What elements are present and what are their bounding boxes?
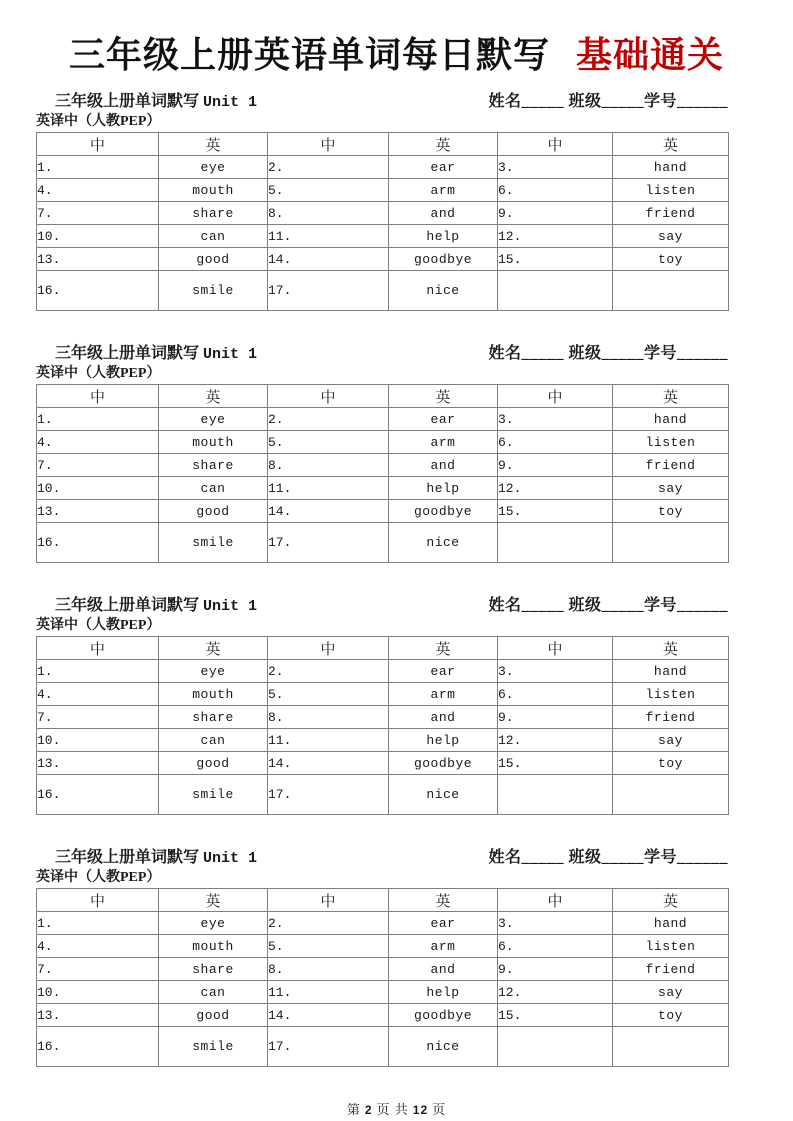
- word-cell: listen: [613, 431, 729, 454]
- table-row: [37, 408, 729, 431]
- word-cell: friend: [613, 454, 729, 477]
- unit-label: Unit 1: [203, 850, 258, 867]
- word-cell: good: [159, 752, 268, 775]
- column-header: 英: [613, 385, 729, 408]
- name-class-id-line: 姓名_____ 班级_____学号______: [488, 849, 728, 866]
- unit-label: Unit 1: [203, 94, 258, 111]
- footer-label: 第: [346, 1102, 361, 1117]
- total-pages: 12: [412, 1103, 429, 1117]
- section-header: [36, 847, 728, 869]
- number-cell: 10.: [37, 225, 159, 248]
- word-cell: share: [159, 454, 268, 477]
- word-cell: hand: [613, 912, 729, 935]
- word-table: [36, 132, 729, 311]
- word-cell: say: [613, 981, 729, 1004]
- number-cell: [498, 1027, 613, 1067]
- column-header: 英: [613, 889, 729, 912]
- number-cell: 9.: [498, 454, 613, 477]
- number-cell: 17.: [268, 271, 389, 311]
- number-cell: [498, 271, 613, 311]
- number-cell: 13.: [37, 500, 159, 523]
- section-title-cn: 三年级上册单词默写: [55, 597, 200, 614]
- number-cell: 7.: [37, 202, 159, 225]
- section-header: [36, 595, 728, 617]
- word-cell: nice: [389, 523, 498, 563]
- header-row: [37, 889, 729, 912]
- column-header: 中: [37, 889, 159, 912]
- table-row: [37, 729, 729, 752]
- document-title: [0, 33, 793, 77]
- number-cell: 5.: [268, 179, 389, 202]
- column-header: 英: [159, 133, 268, 156]
- word-cell: mouth: [159, 683, 268, 706]
- column-header: 英: [389, 637, 498, 660]
- section-title: [55, 343, 257, 366]
- table-row: [37, 271, 729, 311]
- column-header: 中: [268, 637, 389, 660]
- table-row: [37, 775, 729, 815]
- number-cell: 12.: [498, 477, 613, 500]
- number-cell: [498, 775, 613, 815]
- column-header: 中: [498, 889, 613, 912]
- number-cell: 15.: [498, 752, 613, 775]
- table-row: [37, 981, 729, 1004]
- table-row: [37, 500, 729, 523]
- word-cell: hand: [613, 660, 729, 683]
- column-header: 英: [389, 385, 498, 408]
- title-badge: 基础通关: [576, 35, 725, 75]
- number-cell: 1.: [37, 660, 159, 683]
- number-cell: 15.: [498, 248, 613, 271]
- column-header: 英: [159, 889, 268, 912]
- number-cell: 14.: [268, 1004, 389, 1027]
- word-cell: nice: [389, 775, 498, 815]
- footer-label: 页: [432, 1102, 447, 1117]
- number-cell: 6.: [498, 431, 613, 454]
- table-row: [37, 431, 729, 454]
- word-cell: listen: [613, 179, 729, 202]
- name-class-id-line: 姓名_____ 班级_____学号______: [488, 93, 728, 110]
- word-cell: arm: [389, 431, 498, 454]
- word-cell: ear: [389, 660, 498, 683]
- number-cell: 13.: [37, 248, 159, 271]
- word-cell: good: [159, 1004, 268, 1027]
- word-cell: toy: [613, 500, 729, 523]
- section-title: [55, 91, 257, 114]
- table-row: [37, 660, 729, 683]
- section-title: [55, 847, 257, 870]
- word-cell: ear: [389, 912, 498, 935]
- word-cell: and: [389, 454, 498, 477]
- word-cell: toy: [613, 1004, 729, 1027]
- table-row: [37, 248, 729, 271]
- page-footer: [0, 1099, 793, 1118]
- table-row: [37, 683, 729, 706]
- word-cell: ear: [389, 156, 498, 179]
- word-cell: listen: [613, 683, 729, 706]
- number-cell: 6.: [498, 179, 613, 202]
- word-cell: eye: [159, 912, 268, 935]
- number-cell: 1.: [37, 156, 159, 179]
- number-cell: 15.: [498, 500, 613, 523]
- number-cell: 6.: [498, 683, 613, 706]
- number-cell: 9.: [498, 706, 613, 729]
- number-cell: [498, 523, 613, 563]
- word-cell: help: [389, 981, 498, 1004]
- word-cell: hand: [613, 408, 729, 431]
- section-subtitle: 英译中（人教PEP）: [36, 618, 161, 633]
- word-cell: [613, 523, 729, 563]
- dictation-section: [36, 595, 728, 815]
- word-cell: help: [389, 225, 498, 248]
- number-cell: 9.: [498, 958, 613, 981]
- number-cell: 3.: [498, 912, 613, 935]
- word-cell: mouth: [159, 179, 268, 202]
- number-cell: 15.: [498, 1004, 613, 1027]
- number-cell: 13.: [37, 1004, 159, 1027]
- column-header: 英: [613, 637, 729, 660]
- table-row: [37, 477, 729, 500]
- word-cell: toy: [613, 248, 729, 271]
- word-cell: [613, 1027, 729, 1067]
- number-cell: 10.: [37, 729, 159, 752]
- word-cell: good: [159, 248, 268, 271]
- word-cell: can: [159, 225, 268, 248]
- number-cell: 5.: [268, 431, 389, 454]
- section-title-cn: 三年级上册单词默写: [55, 345, 200, 362]
- section-subtitle: 英译中（人教PEP）: [36, 870, 161, 885]
- word-cell: [613, 271, 729, 311]
- column-header: 中: [498, 133, 613, 156]
- number-cell: 7.: [37, 706, 159, 729]
- word-cell: nice: [389, 271, 498, 311]
- number-cell: 16.: [37, 1027, 159, 1067]
- number-cell: 16.: [37, 775, 159, 815]
- word-table: [36, 636, 729, 815]
- number-cell: 12.: [498, 729, 613, 752]
- word-cell: say: [613, 225, 729, 248]
- table-row: [37, 752, 729, 775]
- number-cell: 8.: [268, 454, 389, 477]
- word-cell: and: [389, 202, 498, 225]
- word-cell: help: [389, 729, 498, 752]
- word-cell: share: [159, 706, 268, 729]
- number-cell: 3.: [498, 660, 613, 683]
- word-cell: can: [159, 729, 268, 752]
- number-cell: 3.: [498, 408, 613, 431]
- word-cell: and: [389, 706, 498, 729]
- document-title-text: 三年级上册英语单词每日默写: [68, 35, 550, 75]
- number-cell: 6.: [498, 935, 613, 958]
- word-cell: goodbye: [389, 248, 498, 271]
- table-row: [37, 156, 729, 179]
- word-cell: goodbye: [389, 500, 498, 523]
- column-header: 中: [498, 385, 613, 408]
- word-cell: share: [159, 958, 268, 981]
- table-row: [37, 454, 729, 477]
- word-cell: eye: [159, 660, 268, 683]
- number-cell: 5.: [268, 935, 389, 958]
- number-cell: 8.: [268, 706, 389, 729]
- section-header: [36, 91, 728, 113]
- table-row: [37, 523, 729, 563]
- word-cell: mouth: [159, 935, 268, 958]
- column-header: 英: [389, 889, 498, 912]
- table-row: [37, 179, 729, 202]
- number-cell: 4.: [37, 683, 159, 706]
- word-cell: goodbye: [389, 1004, 498, 1027]
- word-cell: and: [389, 958, 498, 981]
- section-header: [36, 343, 728, 365]
- word-cell: say: [613, 477, 729, 500]
- table-row: [37, 706, 729, 729]
- word-cell: friend: [613, 706, 729, 729]
- number-cell: 14.: [268, 248, 389, 271]
- number-cell: 8.: [268, 958, 389, 981]
- number-cell: 10.: [37, 477, 159, 500]
- header-row: [37, 637, 729, 660]
- number-cell: 12.: [498, 981, 613, 1004]
- word-cell: toy: [613, 752, 729, 775]
- word-cell: good: [159, 500, 268, 523]
- word-cell: share: [159, 202, 268, 225]
- word-cell: goodbye: [389, 752, 498, 775]
- word-cell: help: [389, 477, 498, 500]
- number-cell: 11.: [268, 729, 389, 752]
- number-cell: 17.: [268, 523, 389, 563]
- word-table: [36, 384, 729, 563]
- number-cell: 11.: [268, 477, 389, 500]
- footer-label: 页 共: [376, 1102, 409, 1117]
- name-class-id-line: 姓名_____ 班级_____学号______: [488, 597, 728, 614]
- number-cell: 14.: [268, 752, 389, 775]
- column-header: 中: [498, 637, 613, 660]
- number-cell: 2.: [268, 912, 389, 935]
- word-cell: arm: [389, 683, 498, 706]
- table-row: [37, 202, 729, 225]
- header-row: [37, 385, 729, 408]
- number-cell: 3.: [498, 156, 613, 179]
- word-cell: say: [613, 729, 729, 752]
- name-class-id-line: 姓名_____ 班级_____学号______: [488, 345, 728, 362]
- word-cell: arm: [389, 935, 498, 958]
- column-header: 英: [389, 133, 498, 156]
- word-cell: ear: [389, 408, 498, 431]
- column-header: 中: [37, 133, 159, 156]
- table-row: [37, 958, 729, 981]
- section-title-cn: 三年级上册单词默写: [55, 849, 200, 866]
- number-cell: 4.: [37, 431, 159, 454]
- section-title: [55, 595, 257, 618]
- word-cell: can: [159, 477, 268, 500]
- number-cell: 2.: [268, 408, 389, 431]
- number-cell: 10.: [37, 981, 159, 1004]
- word-cell: smile: [159, 523, 268, 563]
- column-header: 中: [268, 385, 389, 408]
- number-cell: 17.: [268, 775, 389, 815]
- number-cell: 1.: [37, 912, 159, 935]
- word-cell: friend: [613, 202, 729, 225]
- dictation-section: [36, 847, 728, 1067]
- column-header: 英: [159, 385, 268, 408]
- number-cell: 7.: [37, 958, 159, 981]
- dictation-section: [36, 91, 728, 311]
- table-row: [37, 1027, 729, 1067]
- header-row: [37, 133, 729, 156]
- section-title-cn: 三年级上册单词默写: [55, 93, 200, 110]
- section-subtitle: 英译中（人教PEP）: [36, 366, 161, 381]
- word-table: [36, 888, 729, 1067]
- word-cell: [613, 775, 729, 815]
- word-cell: smile: [159, 775, 268, 815]
- number-cell: 14.: [268, 500, 389, 523]
- page-content: [36, 91, 728, 1067]
- section-subtitle: 英译中（人教PEP）: [36, 114, 161, 129]
- word-cell: smile: [159, 271, 268, 311]
- word-cell: hand: [613, 156, 729, 179]
- number-cell: 16.: [37, 271, 159, 311]
- table-row: [37, 225, 729, 248]
- number-cell: 5.: [268, 683, 389, 706]
- number-cell: 4.: [37, 935, 159, 958]
- column-header: 中: [268, 889, 389, 912]
- number-cell: 1.: [37, 408, 159, 431]
- column-header: 英: [613, 133, 729, 156]
- word-cell: eye: [159, 408, 268, 431]
- word-cell: friend: [613, 958, 729, 981]
- word-cell: can: [159, 981, 268, 1004]
- table-row: [37, 935, 729, 958]
- word-cell: mouth: [159, 431, 268, 454]
- number-cell: 17.: [268, 1027, 389, 1067]
- number-cell: 16.: [37, 523, 159, 563]
- number-cell: 12.: [498, 225, 613, 248]
- number-cell: 8.: [268, 202, 389, 225]
- dictation-section: [36, 343, 728, 563]
- number-cell: 7.: [37, 454, 159, 477]
- word-cell: eye: [159, 156, 268, 179]
- number-cell: 2.: [268, 660, 389, 683]
- word-cell: smile: [159, 1027, 268, 1067]
- word-cell: listen: [613, 935, 729, 958]
- number-cell: 2.: [268, 156, 389, 179]
- column-header: 中: [37, 385, 159, 408]
- number-cell: 4.: [37, 179, 159, 202]
- number-cell: 13.: [37, 752, 159, 775]
- word-cell: nice: [389, 1027, 498, 1067]
- table-row: [37, 912, 729, 935]
- unit-label: Unit 1: [203, 346, 258, 363]
- column-header: 中: [37, 637, 159, 660]
- column-header: 英: [159, 637, 268, 660]
- number-cell: 11.: [268, 981, 389, 1004]
- column-header: 中: [268, 133, 389, 156]
- unit-label: Unit 1: [203, 598, 258, 615]
- page-number: 2: [364, 1103, 373, 1117]
- number-cell: 9.: [498, 202, 613, 225]
- word-cell: arm: [389, 179, 498, 202]
- number-cell: 11.: [268, 225, 389, 248]
- table-row: [37, 1004, 729, 1027]
